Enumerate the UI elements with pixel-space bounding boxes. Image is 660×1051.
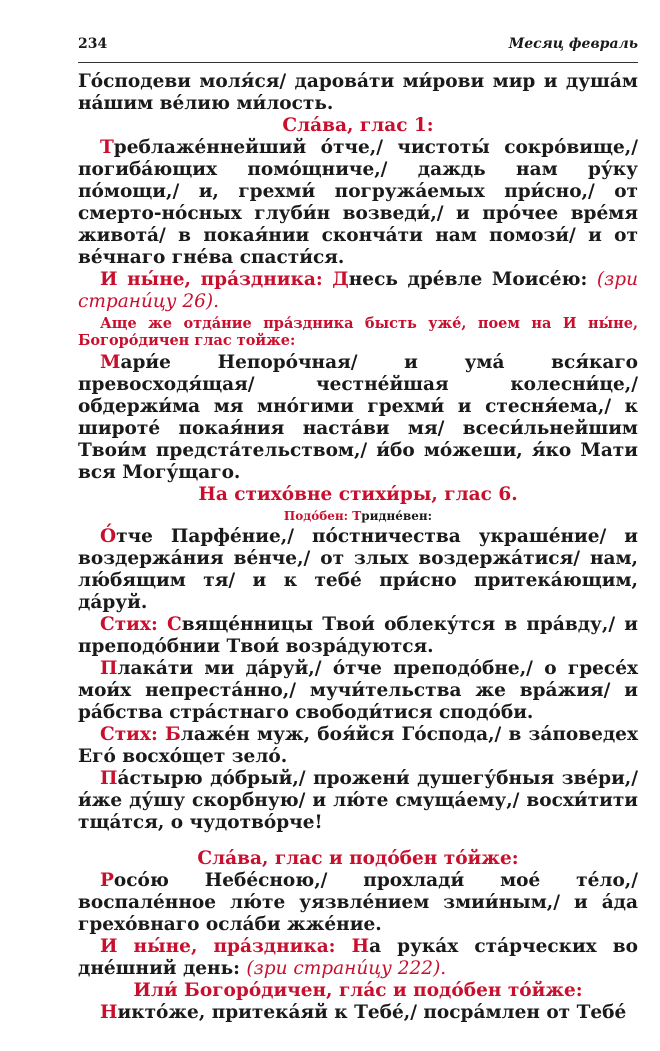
red-initial: П [100, 658, 118, 679]
heading-stichovne: На стихо́вне стихи́ры, глас 6. [198, 484, 518, 505]
paragraph-i-nyne [78, 269, 638, 313]
paragraph-slava-stichira [78, 870, 638, 936]
page [78, 36, 638, 1024]
page-reference: (зри страни́цу 222). [246, 958, 447, 979]
paragraph-text: вяще́нницы Твои́ облеку́тся в пра́вду,/ и преподо́бнии Твои́ возра́дуются. [78, 614, 638, 657]
heading-slava-glas-podoben: Сла́ва, глас и подо́бен то́йже: [197, 848, 519, 869]
paragraph-text: а рука́х ста́рческих во дне́шний день: [78, 936, 638, 979]
paragraph-text: а́стырю до́брый,/ прожени́ душегу́бныя зве́ри,/ и́же ду́шу скорбную/ и лю́те смуща́ему,/ восхи́тити тща́тся, о чудотво́рче! [78, 768, 638, 833]
red-initial: Т [352, 509, 362, 523]
rubric-label: И ны́не, пра́здника: Д [100, 269, 349, 290]
header-rule [78, 62, 638, 63]
red-initial: Н [100, 1002, 118, 1023]
paragraph-text: лаже́н муж, боя́йся Го́спода,/ в за́поведех Его́ восхо́щет зело́. [78, 724, 638, 767]
podoben-line [78, 508, 638, 524]
stich-label: Стих: С [100, 614, 182, 635]
page-reference: (зри страни́цу 26). [78, 269, 638, 312]
paragraph-text: несь дре́вле Моисе́ю: [348, 269, 597, 290]
paragraph-text: икто́же, притека́яй к Тебе́,/ посра́млен от Тебе́ [117, 1002, 627, 1023]
paragraph-text: ари́е Непоро́чная/ и ума́ вся́каго превосходя́щая/ честне́йшая колесни́це,/ обдержи́ма мя мно́гими грехми́ и стесня́ема,/ к широте́ покая́ния наста́ви мя/ всеси́льнейшим Твои́м предста́тельством,/ и́бо мо́жеши, я́ко Мати вся Могу́щаго. [78, 352, 638, 483]
paragraph-stich-1 [78, 614, 638, 658]
podoben-label: Подо́бен: [283, 509, 353, 523]
paragraph-stichira-2 [78, 658, 638, 724]
paragraph-text: тче Парфе́ние,/ по́стничества украше́ние/ и воздержа́ния ве́нче,/ от злых воздержа́тися/ нам, лю́бящим тя/ и к тебе́ при́сно притека́ющим, да́руй. [78, 526, 638, 613]
heading-ili-bogorodichen: Или́ Богоро́дичен, гла́с и подо́бен то́йже: [133, 980, 583, 1001]
red-initial: П [100, 768, 118, 789]
red-initial: М [100, 352, 121, 373]
red-initial: О́ [100, 526, 117, 547]
stich-label: Стих: Б [100, 724, 181, 745]
red-initial: Т [100, 137, 114, 158]
paragraph-bogorodichen-2 [78, 1002, 638, 1024]
page-header [78, 36, 638, 56]
paragraph-stichira-3 [78, 768, 638, 834]
paragraph-stichira-1 [78, 526, 638, 614]
rubric-note: Аще же отда́ние пра́здника бысть уже́, поем на И ны́не, Богоро́дичен глас тойже: [78, 315, 638, 349]
page-number: 234 [78, 36, 108, 52]
paragraph-stich-2 [78, 724, 638, 768]
section-gap [78, 834, 638, 848]
paragraph-text: реблаже́ннейший о́тче,/ чистоты́ сокро́вище,/ погиба́ющих помо́щниче,/ даждь нам ру́ку по́мощи,/ и, грехми́ погружа́емых при́сно,/ от смерто-но́сных глуби́н возведи́,/ и про́чее вре́мя живота́/ в покая́нии сконча́ти нам помози́/ и от ве́чнаго гне́ва спасти́ся. [78, 137, 638, 268]
podoben-text: ридне́вен: [361, 509, 433, 523]
paragraph-text: лака́ти ми да́руй,/ о́тче преподо́бне,/ о гресе́х мои́х непреста́нно,/ мучи́тельства же вра́жия/ и ра́бства стра́стнаго свободи́тися сподо́би. [78, 658, 638, 723]
paragraph-i-nyne-2 [78, 936, 638, 980]
heading-slava-glas-1: Сла́ва, глас 1: [282, 115, 434, 136]
paragraph-troparion [78, 137, 638, 269]
red-initial: Р [100, 870, 114, 891]
paragraph-text: осо́ю Небе́сною,/ прохлади́ мое́ те́ло,/ воспале́нное лю́те уязвле́нием змии́ным,/ и а́да грехо́внаго осла́би жже́ние. [78, 870, 638, 935]
paragraph-bogorodichen [78, 352, 638, 484]
rubric-label: И ны́не, пра́здника: Н [100, 936, 370, 957]
paragraph-intro: Го́сподеви моля́ся/ дарова́ти ми́рови мир и душа́м на́шим ве́лию ми́лость. [78, 71, 638, 114]
running-title: Месяц февраль [508, 36, 638, 52]
